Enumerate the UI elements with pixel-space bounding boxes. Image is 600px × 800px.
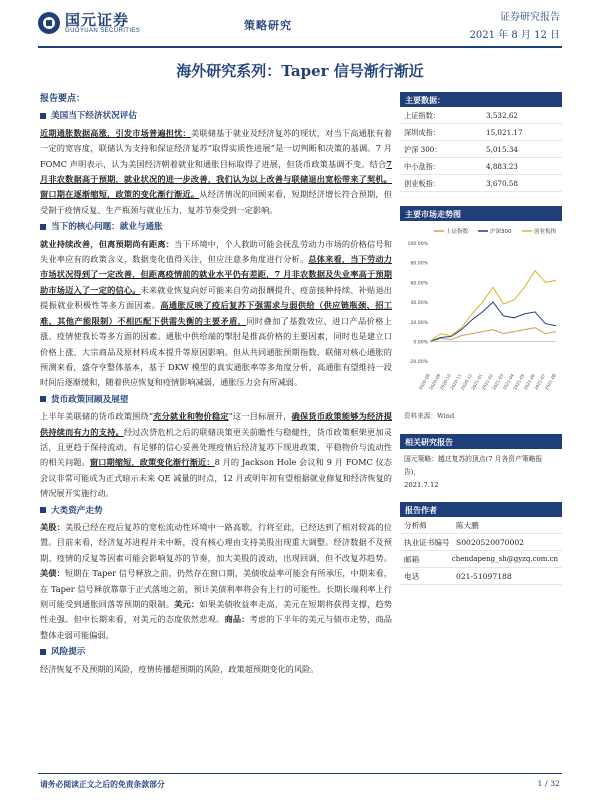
- section-heading-text: 大类资产走势: [51, 505, 103, 516]
- report-header: [0, 0, 600, 46]
- section-heading-text: 美国当下经济状况评估: [51, 111, 137, 122]
- y-tick-label: 80.00%: [410, 261, 428, 267]
- chart-source: 资料来源：Wind: [404, 412, 455, 420]
- legend-label: 沪深300: [490, 229, 512, 235]
- legend-label: 上证指数: [446, 229, 469, 235]
- section-heading: [40, 109, 392, 124]
- author-row: [400, 534, 562, 551]
- author-field-value: 陈大鹏: [456, 521, 479, 530]
- square-bullet-icon: [40, 396, 46, 402]
- section-paragraph: [40, 409, 392, 501]
- x-tick-label: 2021-07: [533, 373, 547, 391]
- section-heading-text: 当下的核心问题：就业与通胀: [51, 222, 163, 233]
- market-index-value: 3,532.62: [486, 111, 519, 120]
- y-tick-label: -20.00%: [408, 360, 428, 366]
- logo-en-text: GUOYUAN SECURITIES: [65, 28, 141, 34]
- paragraph-run: 确保货币政策能够为经济提供持续而有力的支持。: [40, 411, 392, 437]
- paragraph-run: 未来就业恢复向好可能来自劳动报酬提升、疫苗接种持续、补贴退出提振就业积极性等多方面因素。: [40, 284, 392, 311]
- author-field-value[interactable]: chendapeng_sh@gyzq.com.cn: [451, 555, 558, 563]
- y-tick-label: 20.00%: [410, 320, 428, 326]
- market-trend-chart: [400, 221, 562, 406]
- related-report-title: 国元策略：越过复苏的顶点(7 月各资产策略报告)，: [404, 455, 543, 476]
- report-type: 策略研究: [244, 19, 292, 32]
- author-table: [400, 517, 562, 585]
- summary-sections: [40, 109, 392, 677]
- paragraph-run: 经济恢复不及预期的风险，疫情传播超预期的风险，政策超预期变化的风险。: [40, 663, 319, 674]
- paragraph-run: 如果美债收益率走高，美元在短期将获得支撑，趋势性走强。但中长期来看，对美元的态度依然悲观。: [40, 599, 392, 625]
- market-index-name: 沪深 300：: [404, 145, 442, 154]
- square-bullet-icon: [40, 224, 46, 230]
- x-tick-label: 2021-06: [522, 373, 536, 391]
- header-divider: [38, 46, 562, 48]
- paragraph-run: 就业持续改善，但离预期尚有距离：: [40, 238, 175, 249]
- market-index-name: 中小盘指：: [404, 162, 440, 171]
- section-paragraph: [40, 237, 392, 391]
- paragraph-run: 同时叠加了基数效应、进口产品价格上涨、疫情使我长等多方面的因素。通胀中供给端的掣肘是推高价格的主要因素，同时也是建立口价格上涨、大宗商品及原材料成本提升等原因影响。但从共同通胀预期指数、联储对核心通胀的预测来看，盛夺亨整体基本，基于 DKW 模型的真实通胀率等多角度分析，高通胀有望维持一段时间后逐渐缓和，随着供应恢复和疫情影响减弱，通胀压力会有所减弱。: [40, 315, 392, 388]
- paragraph-run: 商品：: [224, 614, 250, 625]
- market-data-heading: 主要数据：: [400, 92, 562, 107]
- y-tick-label: 100.00%: [407, 242, 428, 247]
- chart-heading: 主要市场走势图: [400, 206, 562, 221]
- footer-divider: [38, 773, 562, 774]
- market-index-value: 3,670.58: [486, 179, 519, 188]
- paragraph-run: 窗口期缩短，政策变化渐行渐近：: [89, 457, 215, 468]
- company-logo: [38, 12, 140, 34]
- market-index-name: 创业板指：: [404, 179, 440, 188]
- market-index-value: 4,883.23: [486, 162, 519, 171]
- market-data-row: [400, 175, 562, 192]
- square-bullet-icon: [40, 507, 46, 513]
- square-bullet-icon: [40, 649, 46, 655]
- author-field-label: 执业证书编号: [404, 538, 450, 547]
- author-row: [400, 551, 562, 568]
- paragraph-run: 美债：: [40, 568, 65, 579]
- x-tick-label: 2021-01: [470, 373, 484, 391]
- x-tick-label: 2020-12: [459, 373, 473, 391]
- author-field-value: 021-51097188: [456, 572, 512, 581]
- market-data-row: [400, 141, 562, 158]
- related-reports-heading: 相关研究报告: [400, 434, 562, 449]
- market-index-value: 15,021.17: [486, 128, 523, 137]
- paragraph-run: 经过次贷危机之后的联储决策更关前瞻性与稳健性，货币政策框架更加灵活，且更趋于保持流动，有足够的信心妥善处理疫情后经济复苏下现进政策、平稳物价与流动性的相关问题。: [40, 426, 392, 468]
- market-data-table: [400, 107, 562, 192]
- author-field-value: S0020520070002: [456, 538, 525, 547]
- author-row: [400, 568, 562, 585]
- paragraph-run: ”这一目标展开，: [228, 411, 292, 422]
- report-label: 证券研究报告: [500, 12, 560, 23]
- sidebar: [400, 92, 562, 585]
- x-tick-label: 2020-10: [438, 373, 452, 391]
- paragraph-run: 当下环境中，个人救助可能会抚乱劳动力市场的价格信号和失业率应有的政策含义，数据变化值得关注，但应注意多角度进行分析。: [40, 238, 392, 265]
- paragraph-run: 总体来看，当下劳动力市场状况得到了一定改善，但距离疫情前的就业水平仍有差距，7 月非农数据及失业率高于预期助市场迈入了一定的信心。: [40, 254, 392, 295]
- market-data-row: [400, 158, 562, 175]
- market-trend-chart-svg: [400, 221, 562, 406]
- y-tick-label: 0.00%: [413, 340, 428, 346]
- related-report-item[interactable]: [400, 449, 562, 496]
- paragraph-run: 美股：: [40, 521, 66, 532]
- paragraph-run: 美元：: [174, 599, 200, 609]
- page-number: 1 / 32: [537, 779, 560, 788]
- market-data-row: [400, 124, 562, 141]
- x-tick-label: 2021-02: [480, 373, 494, 391]
- x-tick-label: 2021-03: [491, 373, 505, 391]
- y-tick-label: 60.00%: [410, 281, 428, 287]
- logo-mark-icon: [38, 12, 60, 34]
- section-paragraph: [40, 520, 392, 643]
- author-field-label: 电话: [404, 572, 420, 581]
- y-tick-label: 40.00%: [410, 301, 428, 307]
- paragraph-run: 充分就业和物价稳定: [153, 411, 229, 422]
- market-index-name: 深圳成指：: [404, 128, 440, 137]
- disclaimer-note: 请务必阅读正文之后的免责条款部分: [40, 780, 165, 789]
- section-heading-text: 风险提示: [51, 647, 86, 658]
- paragraph-run: 8 月的 Jackson Hole 会议和 9 月 FOMC 仪态会议非常可能成为正式暗示未来 QE 减量的时点，12 月或明年初有望根据就业修复和经济恢复的情况展开实施行动。: [40, 457, 392, 499]
- summary-heading: 报告要点：: [40, 94, 86, 104]
- series-line: [430, 328, 556, 342]
- paragraph-run: 近期通胀数据高涨，引发市场普遍担忧：: [40, 127, 191, 138]
- x-tick-label: 2021-04: [501, 373, 515, 391]
- section-paragraph: [40, 126, 392, 218]
- paragraph-run: 高通胀反映了疫后复苏下强需求与弱供给（供应链瓶颈、招工难、其他产能限制）不相匹配下供需失衡的主要矛盾，: [40, 300, 392, 326]
- x-tick-label: 2021-05: [512, 373, 526, 391]
- series-line: [430, 271, 556, 342]
- x-tick-label: 2020-11: [449, 373, 463, 391]
- section-heading: [40, 504, 392, 519]
- x-tick-label: 2021-08: [543, 373, 557, 391]
- market-index-value: 5,015.34: [486, 145, 519, 154]
- author-heading: 报告作者: [400, 502, 562, 517]
- section-heading: [40, 645, 392, 660]
- logo-cn-text: 国元证券: [65, 11, 130, 29]
- paragraph-run: 短期在 Taper 信号释放之前，仍然存在窗口期，美债收益率可能会有所承压，中期来看，在 Taper 信号释放靠靠于正式落地之前，预计美债利率将会有上行的可能性。长期长端利率上行则可能受到通胀回落等预期的限制。: [40, 568, 392, 609]
- section-heading: [40, 220, 392, 235]
- x-tick-label: 2020-09: [428, 373, 442, 391]
- x-tick-label: 2020-08: [417, 373, 431, 391]
- report-date: 2021 年 8 月 12 日: [469, 30, 560, 41]
- section-heading-text: 货币政策回顾及展望: [51, 394, 129, 405]
- paragraph-run: 美股已经在疫后复苏的宽松流动性环境中一路高歌，行将至此，已经达到了相对较高的位置。目前来看，经济复苏进程并未中断，没有核心理由支持美股出现重大调整。经济数据不及预期、疫情的反复等因素可能会影响复苏的节奏，加大美股的波动，出现回调，但不改复苏趋势。: [40, 521, 392, 563]
- market-data-row: [400, 107, 562, 124]
- paragraph-run: 上半年美联储的货币政策围绕“: [40, 411, 154, 422]
- author-row: [400, 517, 562, 534]
- paragraph-run: 考虑的下半年的美元与债市走势，商品整体走弱可能偏弱。: [40, 614, 392, 640]
- author-field-label: 邮箱: [404, 555, 420, 564]
- author-field-label: 分析师: [404, 521, 427, 530]
- paragraph-run: 美联储基于就业及经济复苏的现状，对当下高通胀有着一定的宽容度，联储认为支持和保证经济复苏“取得实质性进展”是一切判断和决策的基调。7 月 FOMC 声明表示，认为美国经济朝着就业和通胀目标取得了进展，但货币政策基调不变。结合: [40, 127, 392, 169]
- square-bullet-icon: [40, 113, 46, 119]
- related-report-date: 2021.7.12: [404, 481, 439, 489]
- market-index-name: 上证指数：: [404, 111, 440, 120]
- report-title: 海外研究系列：Taper 信号渐行渐近: [176, 62, 424, 80]
- section-paragraph: [40, 662, 392, 677]
- paragraph-run: 7 月非农数据高于预期，就业状况的进一步改善，我们认为以上改善与联储退出宽松带来了契机。窗口期在逐渐缩短，政策的变化渐行渐近。: [40, 158, 392, 200]
- summary-column: [40, 92, 392, 677]
- section-heading: [40, 393, 392, 408]
- legend-label: 创业板指: [534, 229, 557, 235]
- paragraph-run: 从经济情况的回顾来看，短期经济增长符合预期，但受制于疫情反复、生产瓶颈与就业压力，复苏节奏受到一定影响。: [40, 189, 392, 215]
